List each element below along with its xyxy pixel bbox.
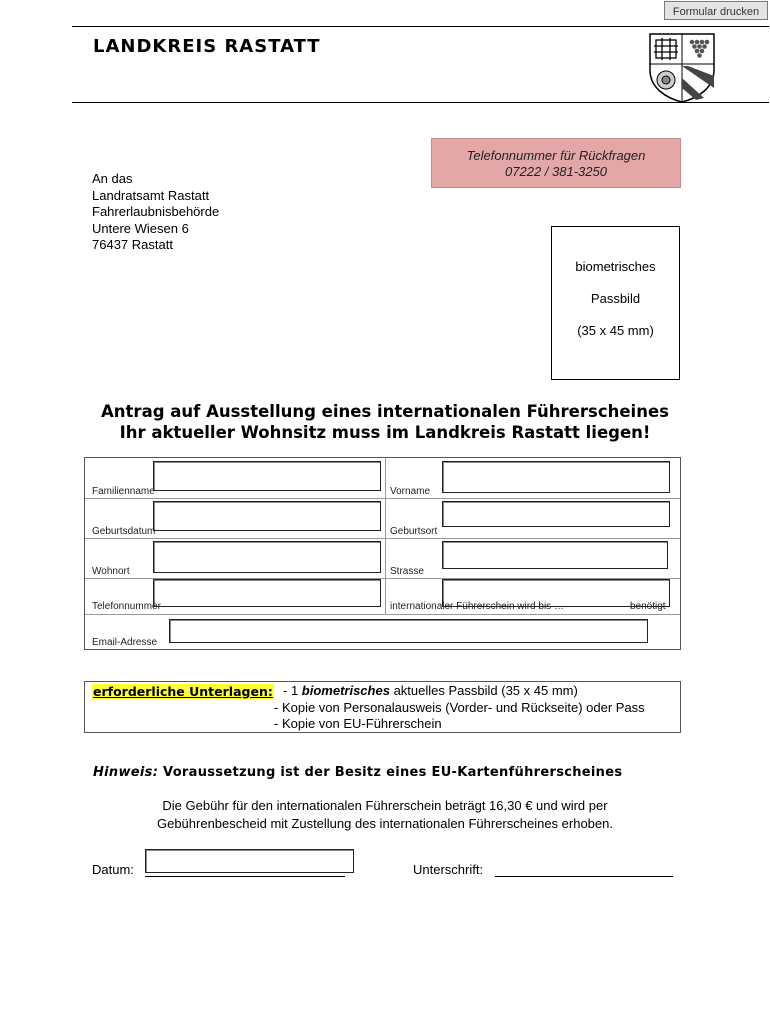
phone-info-box <box>431 138 681 188</box>
strasse-input[interactable] <box>442 541 668 569</box>
geburtsdatum-label: Geburtsdatum <box>92 526 156 537</box>
date-input[interactable] <box>145 849 354 873</box>
geburtsdatum-input[interactable] <box>153 501 381 531</box>
document-item-2: - Kopie von Personalausweis (Vorder- und Rückseite) oder Pass <box>274 700 645 715</box>
form-heading <box>0 401 770 443</box>
photo-label-2: Passbild <box>590 291 641 306</box>
email-label: Email-Adresse <box>92 637 158 648</box>
wohnort-input[interactable] <box>153 541 381 573</box>
row-divider <box>85 538 680 539</box>
photo-label-1: biometrisches <box>575 259 656 274</box>
required-documents-box <box>84 681 681 733</box>
document-item-1 <box>283 683 578 698</box>
column-divider <box>385 458 386 614</box>
hint-text: Voraussetzung ist der Besitz eines EU-Kartenführerscheines <box>163 765 623 780</box>
phone-info-label: Telefonnummer für Rückfragen <box>466 148 646 163</box>
vorname-input[interactable] <box>442 461 670 493</box>
telefonnummer-input[interactable] <box>153 579 381 607</box>
document-item-1-prefix: - 1 <box>283 683 299 698</box>
signature-line <box>495 876 673 877</box>
address-line: Fahrerlaubnisbehörde <box>92 204 220 219</box>
document-item-1-rest: aktuelles Passbild (35 x 45 mm) <box>393 683 578 698</box>
photo-label-3: (35 x 45 mm) <box>577 323 654 338</box>
wohnort-label: Wohnort <box>92 566 130 577</box>
needed-by-suffix: benötigt <box>630 601 666 612</box>
geburtsort-label: Geburtsort <box>390 526 438 537</box>
address-line: An das <box>92 171 133 186</box>
phone-number: 07222 / 381-3250 <box>505 164 607 179</box>
date-line <box>145 876 345 877</box>
row-divider <box>85 498 680 499</box>
recipient-address <box>92 171 219 254</box>
document-item-1-bold: biometrisches <box>301 683 390 698</box>
page-title: LANDKREIS RASTATT <box>93 36 321 57</box>
vorname-label: Vorname <box>390 486 431 497</box>
telefonnummer-label: Telefonnummer <box>92 601 161 612</box>
header-top-rule <box>72 26 769 27</box>
passport-photo-box <box>551 226 680 380</box>
hint-label: Hinweis: <box>93 765 159 780</box>
heading-line-2: Ihr aktueller Wohnsitz muss im Landkreis Rastatt liegen! <box>119 423 651 442</box>
geburtsort-input[interactable] <box>442 501 670 527</box>
print-form-button[interactable]: Formular drucken <box>664 1 768 20</box>
signature-label: Unterschrift: <box>413 862 484 877</box>
fee-line-1: Die Gebühr für den internationalen Führerschein beträgt 16,30 € und wird per <box>162 798 608 813</box>
applicant-form <box>84 457 681 650</box>
address-line: 76437 Rastatt <box>92 237 173 252</box>
familienname-input[interactable] <box>153 461 381 491</box>
fee-line-2: Gebührenbescheid mit Zustellung des internationalen Führerscheines erhoben. <box>156 816 613 831</box>
hint <box>93 765 622 780</box>
heading-line-1: Antrag auf Ausstellung eines internationalen Führerscheines <box>101 402 669 421</box>
familienname-label: Familienname <box>92 486 155 497</box>
required-documents-label: erforderliche Unterlagen: <box>93 684 273 699</box>
date-label: Datum: <box>92 862 134 877</box>
needed-by-label: internationaler Führerschein wird bis … <box>390 601 564 612</box>
strasse-label: Strasse <box>390 566 424 577</box>
address-line: Untere Wiesen 6 <box>92 220 189 236</box>
address-line: Landratsamt Rastatt <box>92 187 210 203</box>
fee-notice <box>0 797 770 833</box>
document-item-3: - Kopie von EU-Führerschein <box>274 716 442 731</box>
email-input[interactable] <box>169 619 648 643</box>
row-divider <box>85 614 680 615</box>
coat-of-arms-icon <box>648 32 716 104</box>
